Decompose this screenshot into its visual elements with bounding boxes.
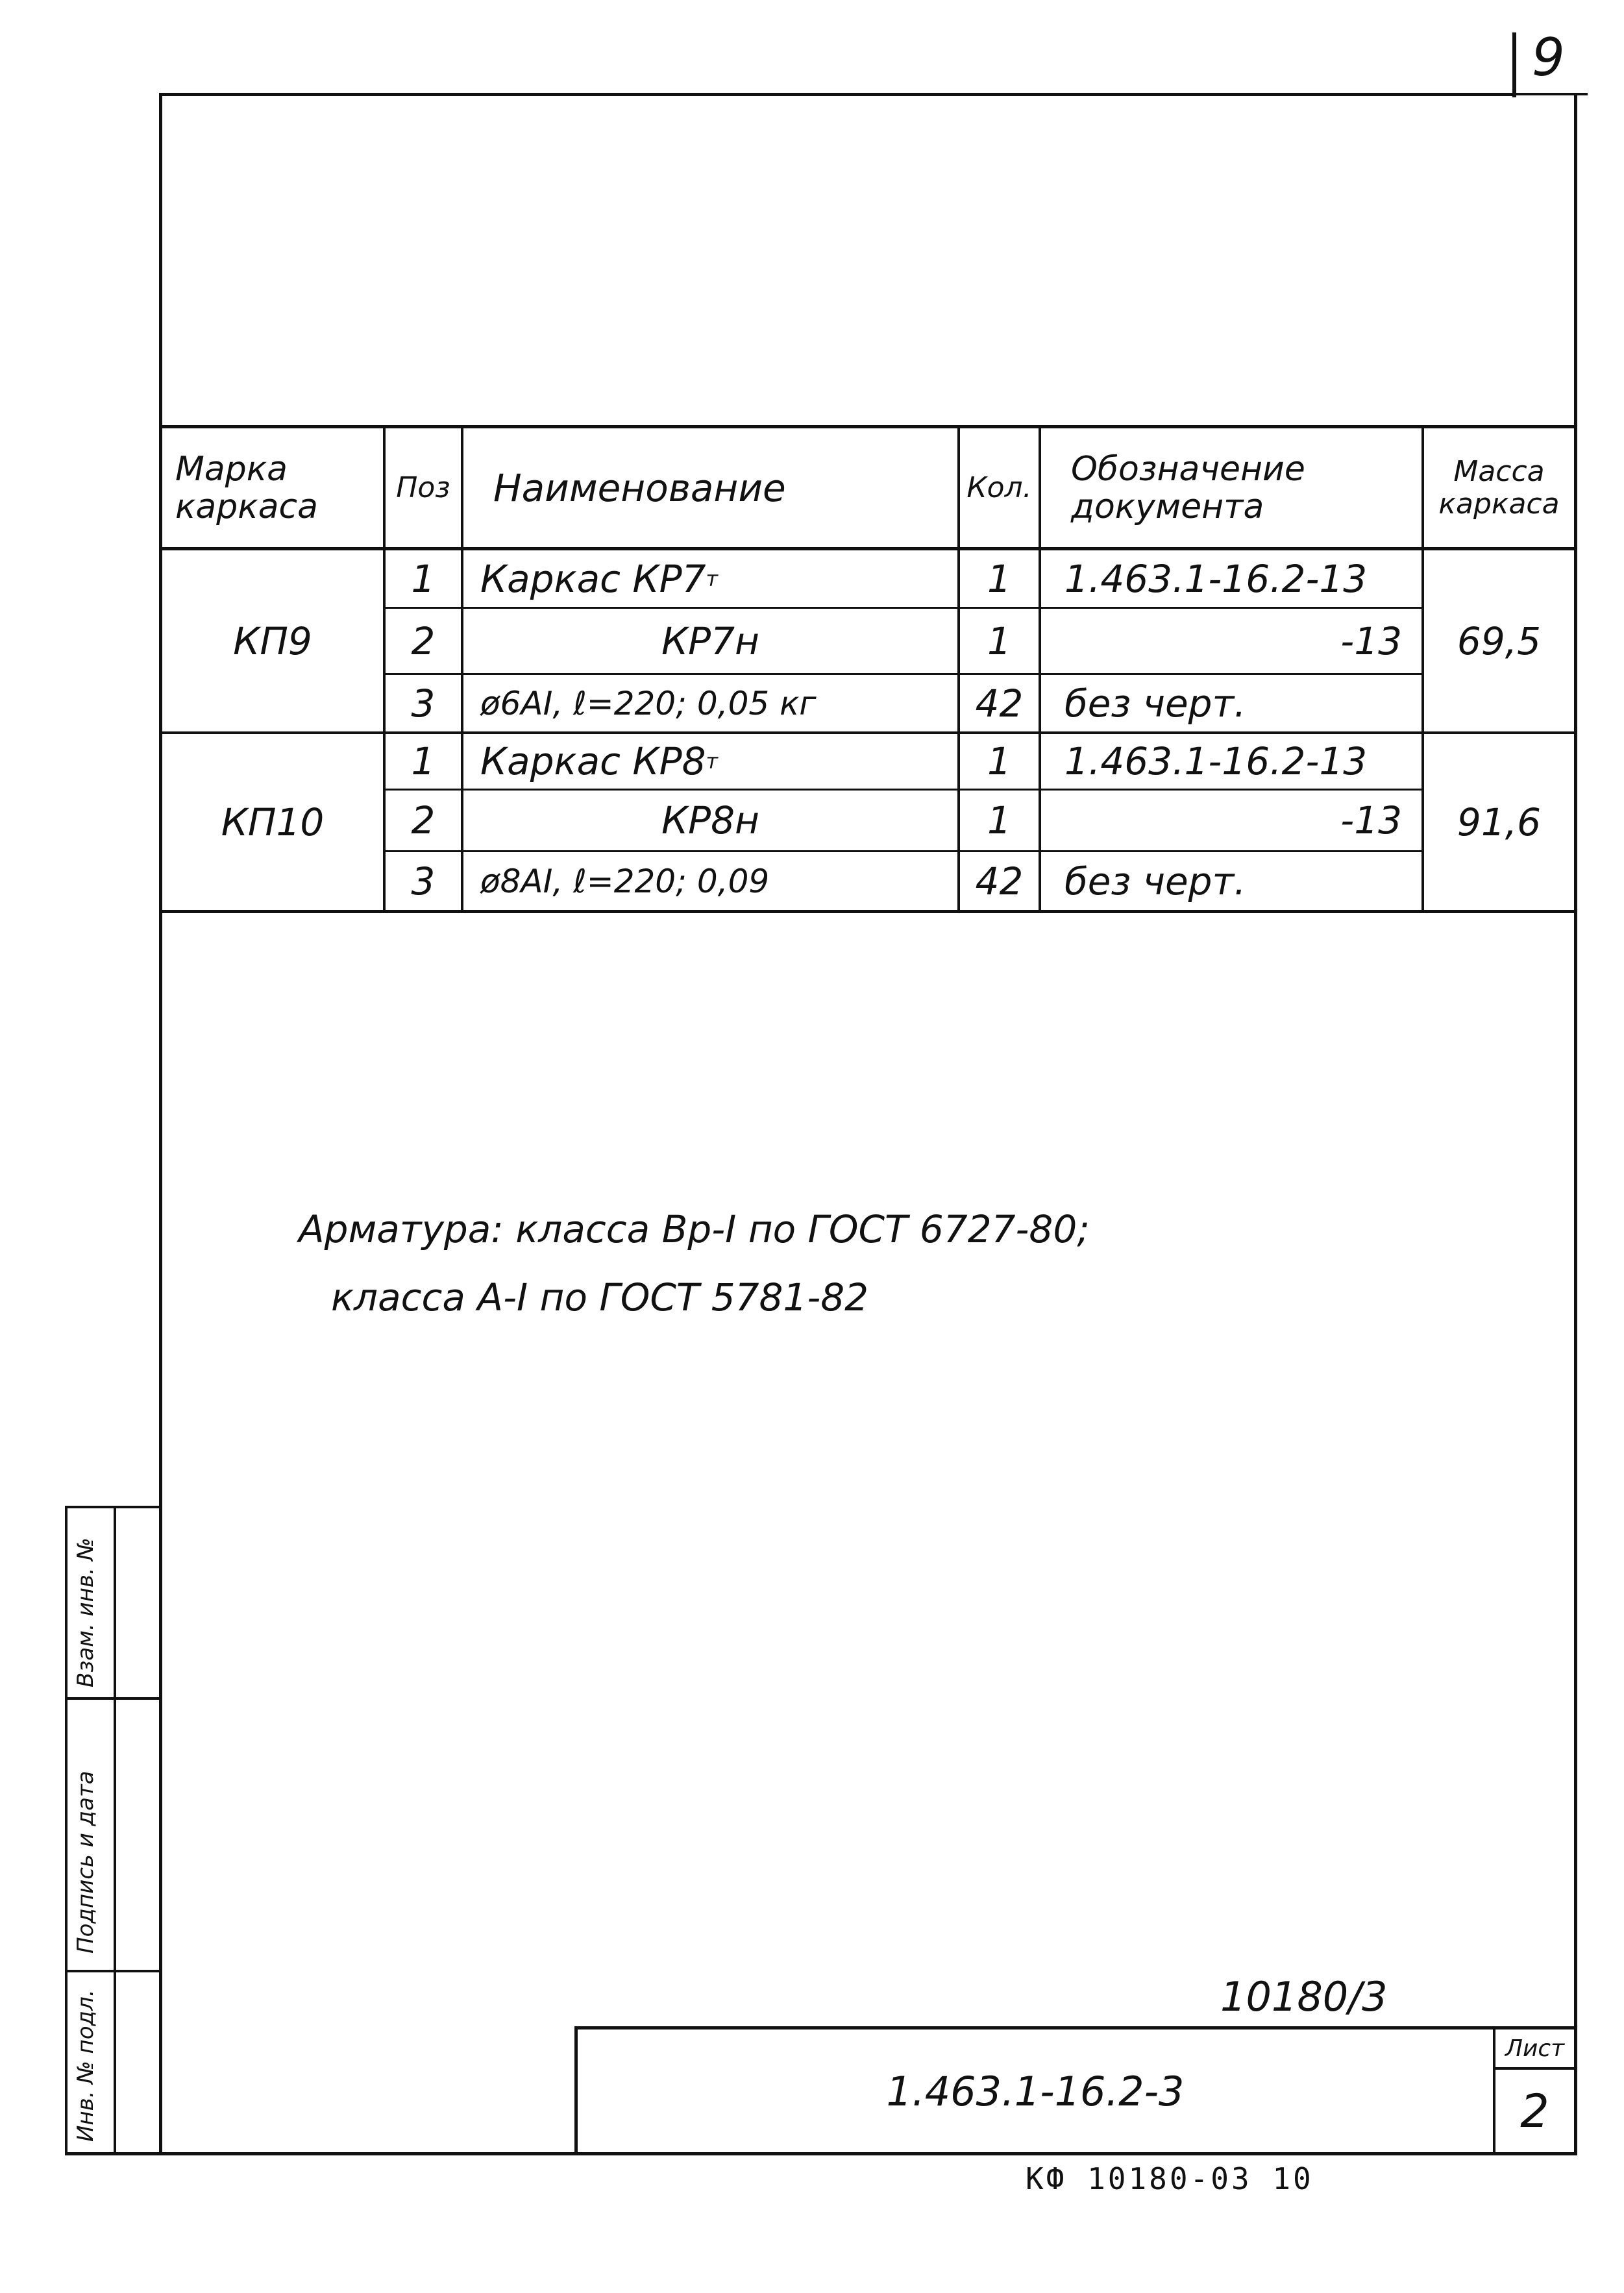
stamp-sign-date: Подпись и дата: [73, 1771, 99, 1954]
row-doc: 1.463.1-16.2-13: [1064, 739, 1368, 783]
header-mark: Марка каркаса: [175, 449, 319, 526]
header-mass: Масса каркаса: [1438, 454, 1560, 521]
row-qty: 1: [987, 739, 1011, 783]
row-qty: 1: [987, 556, 1011, 601]
stamp-inv-repl: Взам. инв. №: [73, 1538, 99, 1687]
row-pos: 3: [411, 681, 436, 726]
group-mark: КП9: [233, 619, 312, 663]
group-mass: 69,5: [1457, 619, 1542, 663]
header-pos: Поз: [396, 471, 450, 504]
row-doc: без черт.: [1064, 681, 1246, 726]
row-name: ø8АI, ℓ=220; 0,09: [480, 862, 770, 900]
row-qty: 1: [987, 619, 1011, 663]
row-name: КР8н: [661, 798, 759, 842]
sheet-value: 2: [1520, 2084, 1549, 2138]
row-pos: 2: [411, 619, 436, 663]
header-doc: Обозначение документа: [1071, 449, 1305, 526]
row-doc: -13: [1340, 619, 1402, 663]
row-name: Каркас КР8 т: [480, 739, 719, 783]
row-pos: 1: [411, 739, 436, 783]
sheet-label: Лист: [1505, 2035, 1565, 2062]
row-qty: 42: [975, 859, 1024, 903]
document-designation: 1.463.1-16.2-3: [886, 2067, 1185, 2115]
footer-code: КФ 10180-03 10: [1026, 2161, 1314, 2196]
header-qty: Кол.: [966, 471, 1032, 504]
row-pos: 1: [411, 556, 436, 601]
archive-number: 10180/3: [1220, 1973, 1388, 2020]
row-doc: -13: [1340, 798, 1402, 842]
row-qty: 1: [987, 798, 1011, 842]
row-name: Каркас КР7 т: [480, 556, 719, 601]
note-line-1: Арматура: класса Вр-I по ГОСТ 6727-80;: [299, 1207, 1090, 1251]
stamp-inv-orig: Инв. № подл.: [73, 1989, 99, 2142]
row-name: ø6АI, ℓ=220; 0,05 кг: [480, 684, 817, 722]
row-name: КР7н: [661, 619, 759, 663]
note-line-2: класса А-I по ГОСТ 5781-82: [331, 1275, 869, 1319]
top-sheet-number: 9: [1532, 27, 1565, 88]
group-mass: 91,6: [1457, 800, 1542, 844]
group-mark: КП10: [221, 800, 325, 844]
row-pos: 2: [411, 798, 436, 842]
row-pos: 3: [411, 859, 436, 903]
row-doc: 1.463.1-16.2-13: [1064, 556, 1368, 601]
row-qty: 42: [975, 681, 1024, 726]
row-doc: без черт.: [1064, 859, 1246, 903]
header-name: Наименование: [493, 465, 786, 510]
